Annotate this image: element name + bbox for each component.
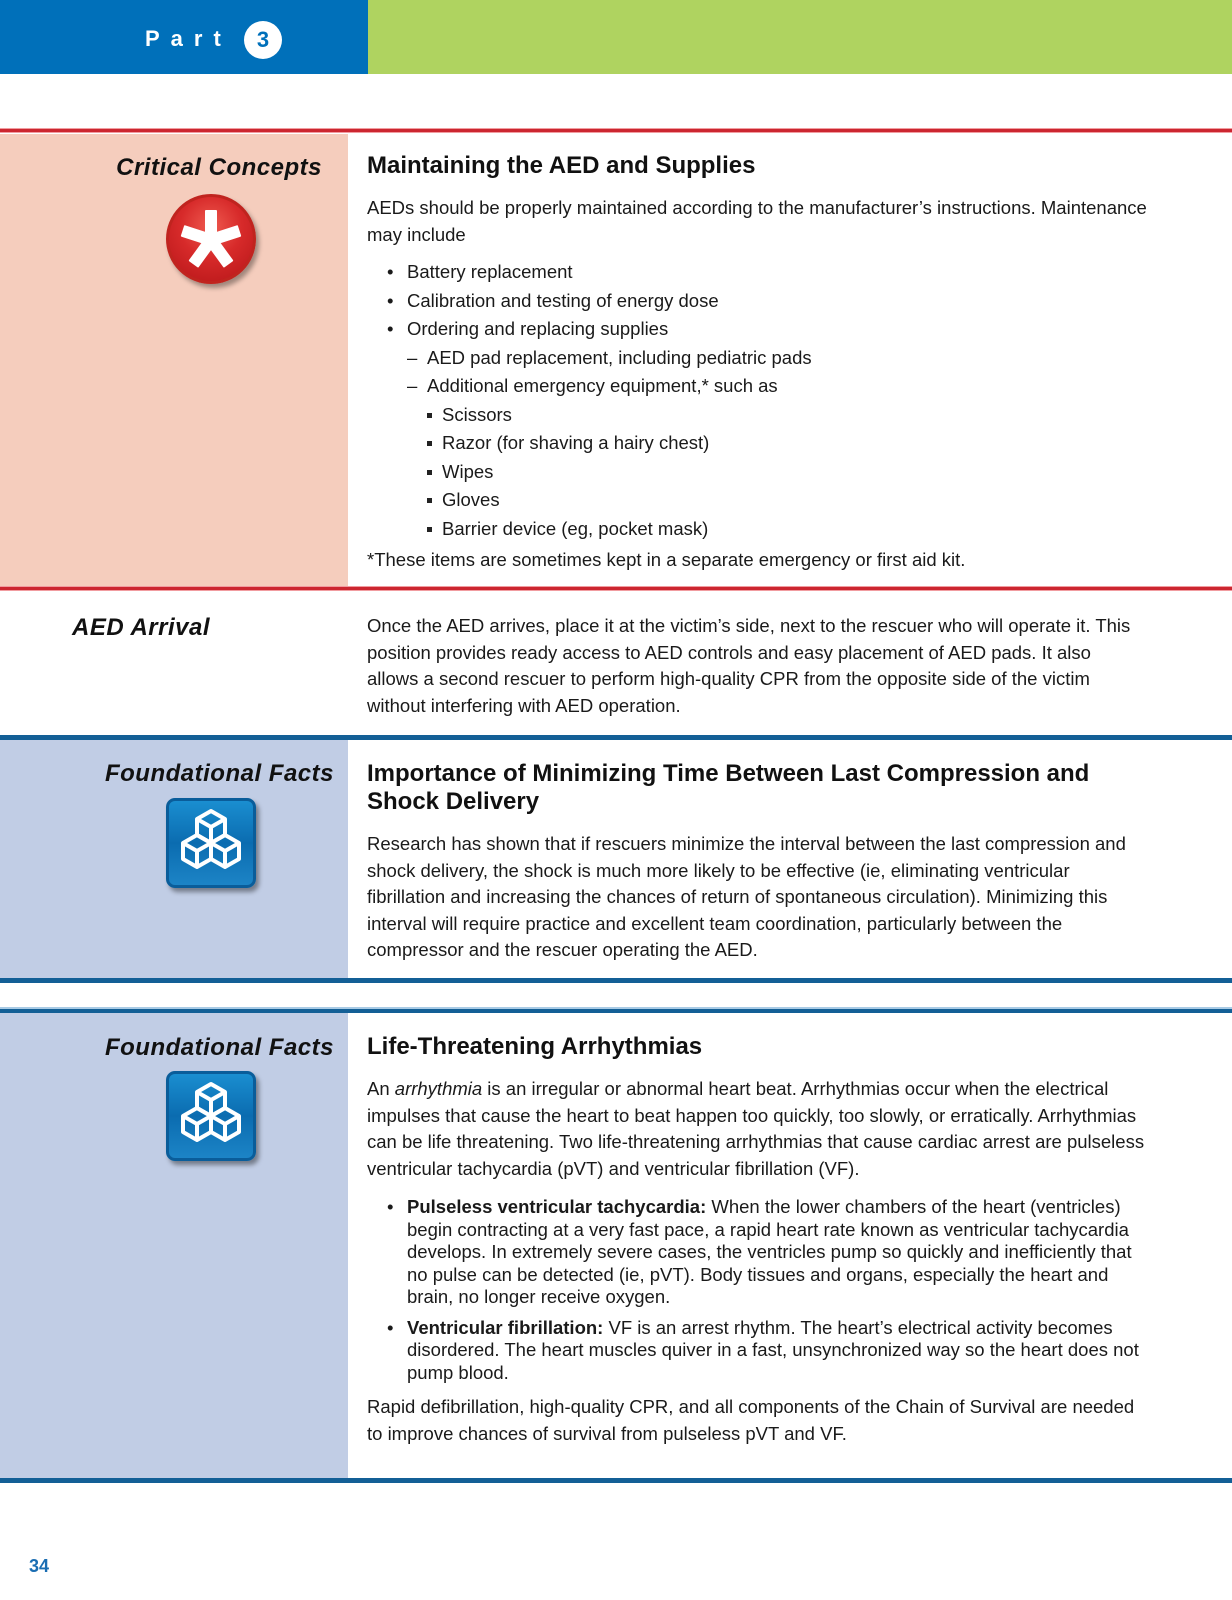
list-item — [367, 1317, 1147, 1385]
maintenance-list — [367, 258, 1147, 344]
section-divider-red — [0, 128, 1232, 133]
section-heading: Life-Threatening Arrhythmias — [367, 1033, 703, 1060]
list-item — [367, 1196, 1147, 1309]
cubes-icon — [166, 1071, 256, 1161]
equipment-sublist — [367, 401, 1147, 544]
list-item — [367, 315, 1147, 344]
sub-sublist-item: Wipes — [367, 458, 1147, 487]
critical-concepts-label: Critical Concepts — [116, 154, 322, 181]
critical-concepts-panel — [0, 134, 348, 586]
foundational-facts-label: Foundational Facts — [104, 1034, 334, 1061]
foundational-facts-panel — [0, 740, 348, 978]
cubes-icon — [166, 798, 256, 888]
arrhythmia-intro — [367, 1076, 1147, 1182]
intro-paragraph: AEDs should be properly maintained according to the manufacturer’s instructions. Maintenance may include — [367, 197, 1147, 245]
aed-arrival-paragraph: Once the AED arrives, place it at the victim’s side, next to the rescuer who will operate it. This position provides ready access to AED controls and easy placement of AED pads. It also allows a second rescuer to perform high-quality CPR from the opposite side of the victim without interfering with AED operation. — [367, 615, 1131, 716]
chapter-header — [0, 0, 1232, 74]
term-vf: Ventricular fibrillation: — [407, 1316, 604, 1338]
aed-arrival-content — [367, 613, 1147, 729]
facts-paragraph: Research has shown that if rescuers minimize the interval between the last compression and shock delivery, the shock is much more likely to be effective (ie, eliminating ventricular fibrillation and increasing the chances of return of spontaneous circulation). Minimizing this interval will require practice and excellent team coordination, particularly between the compressor and the rescuer operating the AED. — [367, 833, 1126, 960]
page-number: 34 — [29, 1556, 50, 1576]
closing-paragraph: Rapid defibrillation, high-quality CPR, and all components of the Chain of Survival are needed to improve chances of survival from pulseless pVT and VF. — [367, 1396, 1135, 1444]
critical-concepts-content — [367, 152, 1147, 584]
list-item: • Battery replacement — [367, 258, 1147, 287]
foundational-facts-panel — [0, 1013, 348, 1478]
section-divider-blue — [0, 978, 1232, 983]
sub-sublist-item: Barrier device (eg, pocket mask) — [367, 515, 1147, 544]
sublist-item: – AED pad replacement, including pediatric pads — [367, 344, 1147, 373]
footnote: *These items are sometimes kept in a separate emergency or first aid kit. — [367, 549, 966, 570]
section-divider-red — [0, 586, 1232, 591]
section-heading: Maintaining the AED and Supplies — [367, 152, 756, 179]
aed-arrival-label: AED Arrival — [72, 614, 210, 641]
section-divider-blue — [0, 1478, 1232, 1483]
part-number-badge: 3 — [244, 21, 282, 59]
definition-pvt: When the lower chambers of the heart (ventricles) begin contracting at a very fast pace, a rapid heart rate known as ventricular tachycardia develops. In extremely severe cases, the ventricles pump so quickly and inefficiently that no pulse can be detected (ie, pVT). Body tissues and organs, especially the heart and brain, no longer receive oxygen. — [407, 1196, 1132, 1307]
list-item: • Calibration and testing of energy dose — [367, 287, 1147, 316]
foundational-facts-label: Foundational Facts — [104, 760, 334, 787]
sub-sublist-item: Scissors — [367, 401, 1147, 430]
asterisk-icon — [166, 194, 256, 284]
section-heading: Importance of Minimizing Time Between Last Compression and Shock Delivery — [367, 760, 1090, 815]
intro-rest: is an irregular or abnormal heart beat. Arrhythmias occur when the electrical impulses that cause the heart to beat happen too quickly, too slowly, or erratically. Arrhythmias can be life threatening. Two life-threatening arrhythmias that cause cardiac arrest are pulseless ventricular tachycardia (pVT) and ventricular fibrillation (VF). — [367, 1078, 1145, 1179]
foundational-facts-content — [367, 760, 1147, 974]
chapter-header-blue-band — [0, 0, 368, 74]
sub-sublist-item: Razor (for shaving a hairy chest) — [367, 429, 1147, 458]
term-arrhythmia: arrhythmia — [394, 1078, 483, 1099]
definition-vf: VF is an arrest rhythm. The heart’s electrical activity becomes disordered. The heart muscles quiver in a fast, unsynchronized way so the heart does not pump blood. — [407, 1316, 1139, 1383]
arrhythmia-list — [367, 1196, 1147, 1384]
intro-prefix: An — [367, 1078, 395, 1099]
sublist-item: – Additional emergency equipment,* such as — [367, 372, 1147, 401]
sub-sublist-item: Gloves — [367, 486, 1147, 515]
supplies-sublist — [367, 344, 1147, 401]
term-pvt: Pulseless ventricular tachycardia: — [407, 1196, 707, 1217]
chapter-header-green-band — [368, 0, 1232, 74]
arrhythmias-content — [367, 1033, 1147, 1457]
part-label: Part — [145, 26, 232, 51]
list-item-text: Ordering and replacing supplies — [407, 318, 669, 339]
